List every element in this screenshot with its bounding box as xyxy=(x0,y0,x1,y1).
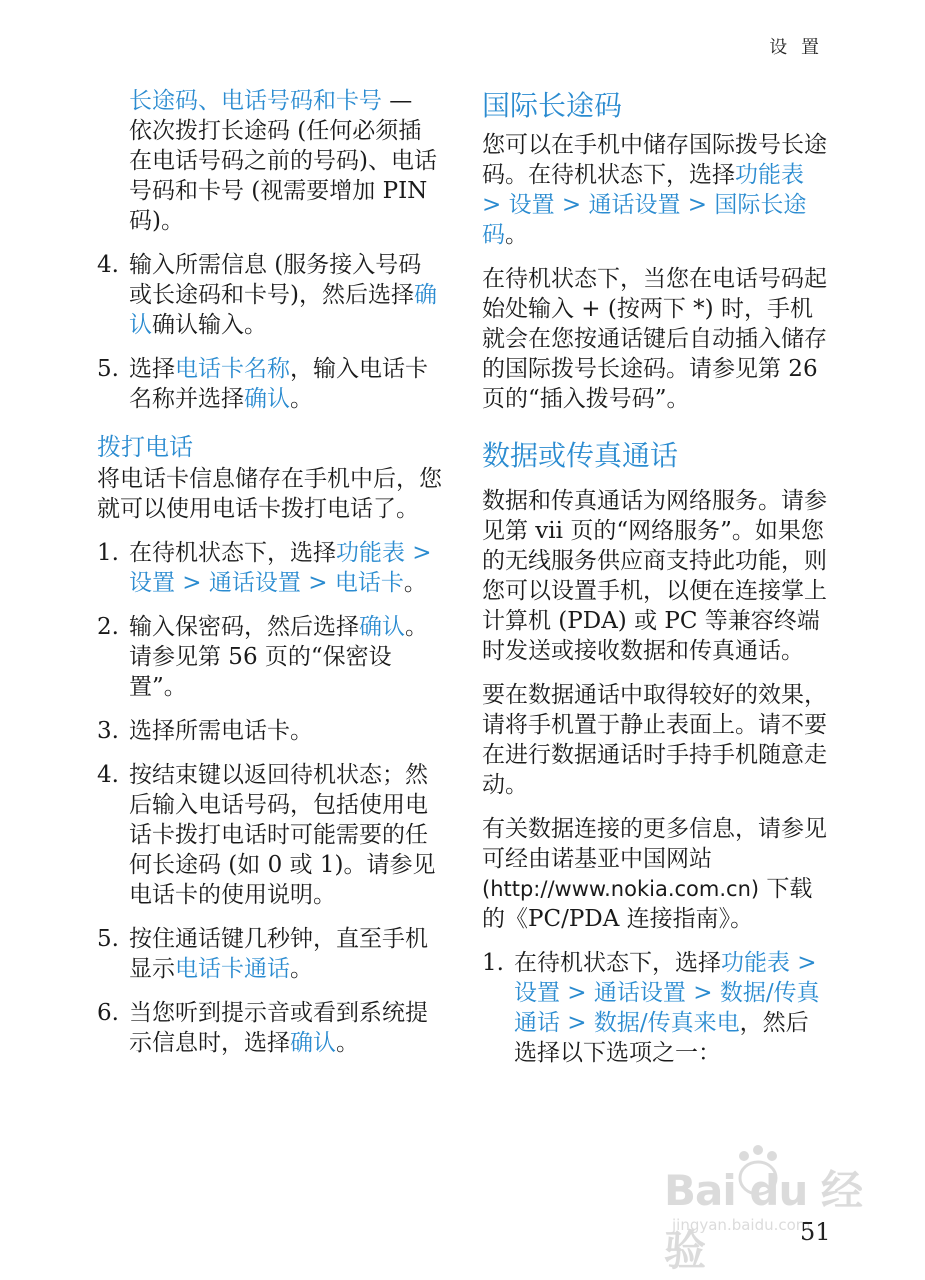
list-item xyxy=(97,924,442,984)
list-item xyxy=(97,354,442,414)
step-text: 。 xyxy=(336,1030,359,1056)
menu-link: 设置 xyxy=(514,980,560,1006)
menu-link: 功能表 xyxy=(735,162,804,188)
list-body xyxy=(129,998,442,1058)
menu-link-confirm: 确认 xyxy=(290,1030,336,1056)
menu-sep: > xyxy=(790,950,817,976)
list-number: 5. xyxy=(97,926,119,952)
step-text: 输入保密码，然后选择 xyxy=(129,614,359,640)
intro-item xyxy=(97,86,442,236)
para-text: 您可以在手机中储存国际拨号长途码。在待机状态下，选择 xyxy=(482,132,827,188)
menu-sep: > xyxy=(560,980,594,1006)
right-column xyxy=(482,86,827,1082)
menu-sep: > xyxy=(680,192,715,218)
menu-link: 功能表 xyxy=(336,540,405,566)
list-body xyxy=(514,948,827,1068)
menu-sep: > xyxy=(300,570,335,596)
step-text: 选择 xyxy=(129,356,175,382)
step-text: ，输入电话卡名称并选择 xyxy=(129,356,428,412)
menu-sep: > xyxy=(685,980,720,1006)
list-item xyxy=(97,716,442,746)
list-item xyxy=(482,948,827,1068)
list-item xyxy=(97,612,442,702)
list-number: 5. xyxy=(97,356,119,382)
intro-term: 长途码、电话号码和卡号 xyxy=(129,88,382,114)
menu-link: 通话设置 xyxy=(593,980,686,1006)
list-number: 1. xyxy=(97,540,119,566)
data-fax-paragraph: 数据和传真通话为网络服务。请参见第 vii 页的“网络服务”。如果您的无线服务供应商支持此功能，则您可以设置手机，以便在连接掌上计算机 (PDA) 或 PC 等兼容终端时发送或接收数据和传真通话。 xyxy=(482,488,827,664)
step-text: 输入所需信息 (服务接入号码或长途码和卡号)，然后选择 xyxy=(129,252,422,308)
running-header: 设 置 xyxy=(769,37,823,58)
intro-dash: — xyxy=(382,88,413,114)
menu-link: 设置 xyxy=(129,570,175,596)
list-number: 1. xyxy=(482,950,504,976)
list-number: 2. xyxy=(97,614,119,640)
step-text: 按住通话键几秒钟，直至手机显示 xyxy=(129,926,428,982)
menu-link: 数据/传真来电 xyxy=(593,1010,740,1036)
left-column xyxy=(97,86,442,1072)
menu-sep: > xyxy=(482,192,509,218)
page-number: 51 xyxy=(800,1218,831,1246)
step-text: 当您听到提示音或看到系统提示信息时，选择 xyxy=(129,1000,428,1056)
list-body xyxy=(129,354,442,414)
menu-link-card-name: 电话卡名称 xyxy=(175,356,290,382)
list-body xyxy=(129,924,442,984)
menu-link-confirm: 确认 xyxy=(359,614,405,640)
section-heading-intl-prefix: 国际长途码 xyxy=(482,89,623,122)
step-text: ，然后选择以下选项之一： xyxy=(514,1010,809,1066)
list-item xyxy=(97,760,442,910)
section-heading-data-fax: 数据或传真通话 xyxy=(482,439,679,472)
list-number: 6. xyxy=(97,1000,119,1026)
watermark-brand: Bai du 经验 xyxy=(664,1166,862,1275)
menu-link: 设置 xyxy=(508,192,555,218)
list-item xyxy=(97,998,442,1058)
paw-logo-icon xyxy=(650,1140,870,1240)
menu-link: 通话设置 xyxy=(208,570,301,596)
section-intro: 将电话卡信息储存在手机中后，您就可以使用电话卡拨打电话了。 xyxy=(97,466,442,522)
step-text: 在待机状态下，选择 xyxy=(129,540,336,566)
menu-link: 功能表 xyxy=(721,950,790,976)
intro-text: 依次拨打长途码 (任何必须插在电话号码之前的号码)、电话号码和卡号 (视需要增加 PIN 码)。 xyxy=(129,118,437,234)
watermark-site: jingyan.baidu.com xyxy=(672,1216,811,1234)
intl-prefix-usage-paragraph: 在待机状态下，当您在电话号码起始处输入 + (按两下 *) 时，手机就会在您按通话键后自动插入储存的国际拨号长途码。请参见第 26 页的“插入拨号码”。 xyxy=(482,266,827,412)
menu-link: 电话卡 xyxy=(334,570,404,596)
list-body xyxy=(129,612,442,702)
list-number: 4. xyxy=(97,252,119,278)
data-call-tip-paragraph: 要在数据通话中取得较好的效果，请将手机置于静止表面上。请不要在进行数据通话时手持手机随意走动。 xyxy=(482,682,827,798)
menu-sep: > xyxy=(560,1010,594,1036)
para-text: 。 xyxy=(505,222,528,248)
menu-link: 数据/传真通话 xyxy=(514,980,820,1036)
menu-link-confirm: 确认 xyxy=(129,282,437,338)
step-text: 确认输入。 xyxy=(152,312,267,338)
list-body: 按结束键以返回待机状态；然后输入电话号码，包括使用电话卡拨打电话时可能需要的任何长途码 (如 0 或 1)。请参见电话卡的使用说明。 xyxy=(129,762,436,908)
para-text: 下载的《PC/PDA 连接指南》。 xyxy=(482,876,813,932)
step-text: 在待机状态下，选择 xyxy=(514,950,721,976)
baidu-watermark xyxy=(650,1140,870,1275)
section-heading-make-call: 拨打电话 xyxy=(97,433,193,461)
list-body: 选择所需电话卡。 xyxy=(129,718,313,744)
intl-prefix-paragraph xyxy=(482,130,827,250)
menu-sep: > xyxy=(175,570,209,596)
list-number: 4. xyxy=(97,762,119,788)
menu-link: 国际长途码 xyxy=(482,192,807,248)
menu-link-confirm: 确认 xyxy=(244,386,290,412)
list-item xyxy=(97,250,442,340)
menu-link: 通话设置 xyxy=(588,192,681,218)
step-text: 。 xyxy=(290,956,313,982)
list-number: 3. xyxy=(97,718,119,744)
menu-link-card-call: 电话卡通话 xyxy=(175,956,290,982)
list-body xyxy=(129,538,442,598)
data-connection-paragraph xyxy=(482,814,827,934)
step-text: 。 xyxy=(290,386,313,412)
para-text: 有关数据连接的更多信息，请参见可经由诺基亚中国网站 xyxy=(482,816,827,872)
step-text: 。请参见第 56 页的“保密设置”。 xyxy=(129,614,428,700)
website-url: (http://www.nokia.com.cn) xyxy=(482,877,760,901)
list-body xyxy=(129,250,442,340)
step-text: 。 xyxy=(403,570,427,596)
list-item xyxy=(97,538,442,598)
menu-sep: > xyxy=(405,540,432,566)
menu-sep: > xyxy=(554,192,589,218)
